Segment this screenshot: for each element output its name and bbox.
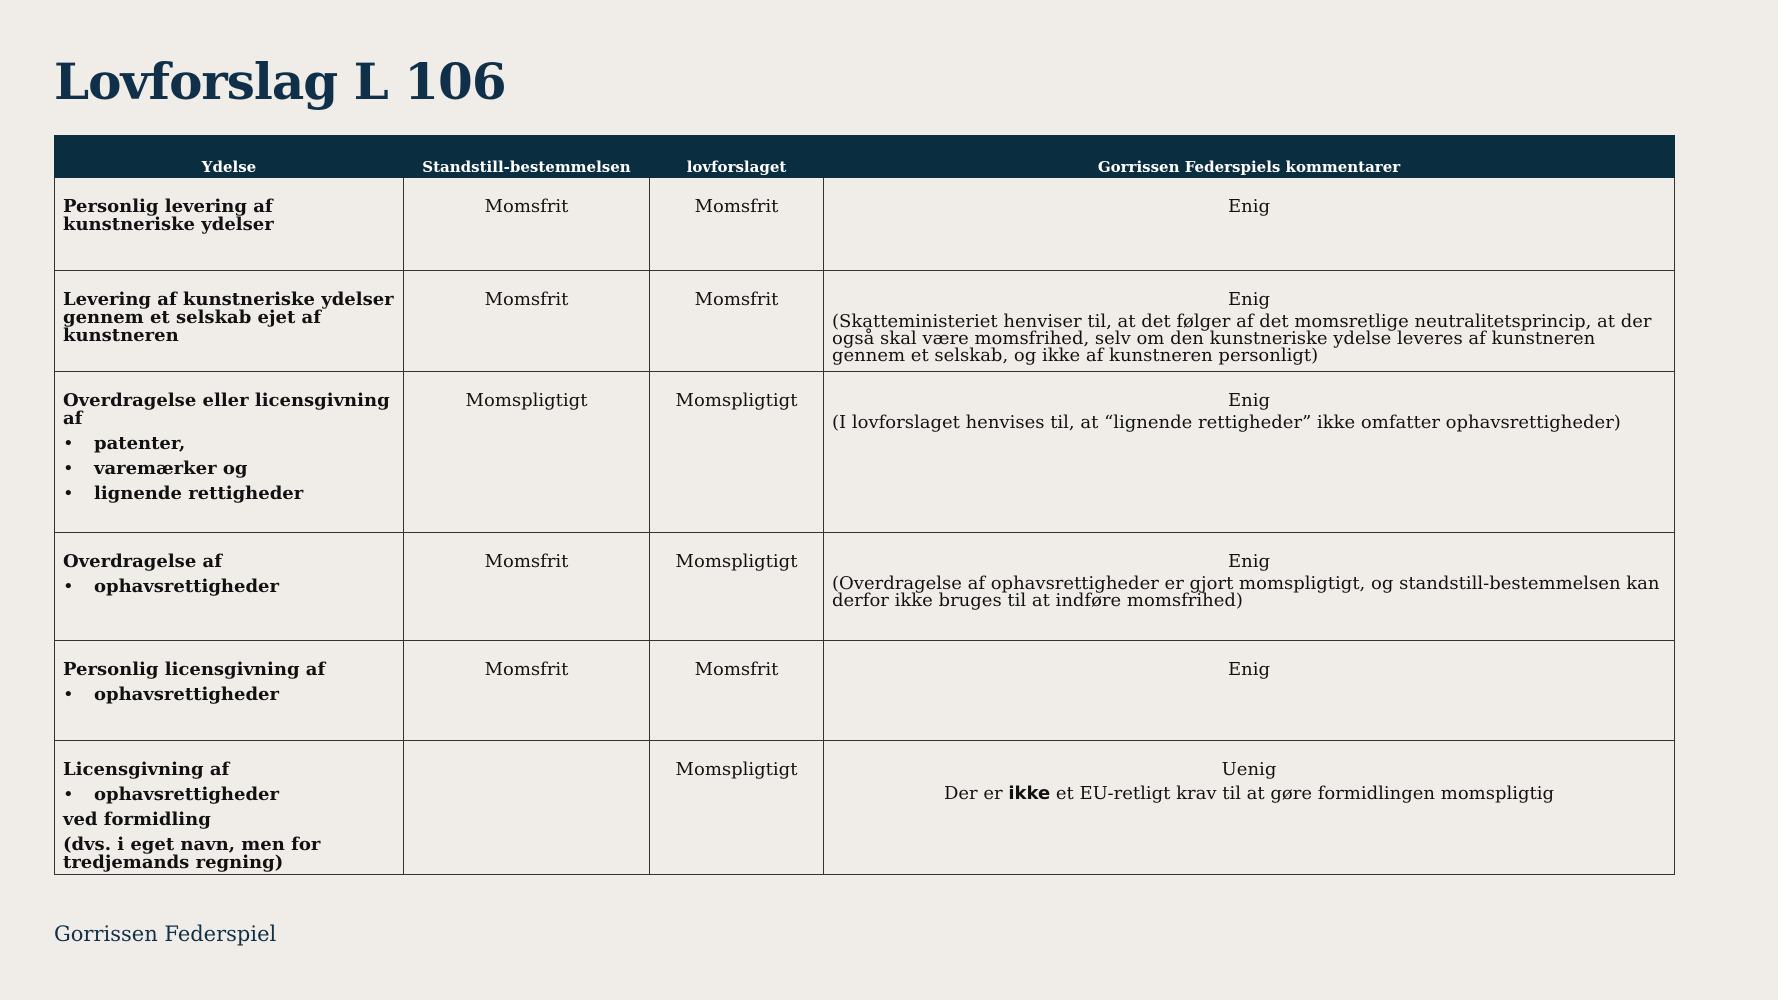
bullet-item: • ophavsrettigheder bbox=[63, 684, 279, 705]
standstill-cell: Momsfrit bbox=[404, 533, 650, 641]
ydelse-cell bbox=[55, 178, 404, 271]
kommentar-note: (Skatteministeriet henviser til, at det følger af det momsretlige neutralitetsprincip, at der også skal være momsfrihed, selv om den kunstneriske ydelse leveres af kunstneren gennem et selskab, og ikke af kunstneren personligt) bbox=[832, 311, 1652, 366]
kommentar-cell bbox=[824, 533, 1675, 641]
lovforslaget-cell: Momsfrit bbox=[650, 641, 824, 741]
lovforslaget-cell: Momsfrit bbox=[650, 178, 824, 271]
lovforslaget-cell: Momsfrit bbox=[650, 271, 824, 372]
ydelse-text: Licensgivning af bbox=[63, 759, 230, 780]
kommentar-note: Der er ikke et EU-retligt krav til at gøre formidlingen momspligtig bbox=[943, 783, 1555, 804]
header-lovforslaget: lovforslaget bbox=[650, 136, 824, 178]
lovforslaget-cell: Momspligtigt bbox=[650, 372, 824, 533]
bullet-item: • varemærker og bbox=[63, 458, 248, 479]
lovforslaget-cell: Momspligtigt bbox=[650, 533, 824, 641]
ydelse-cell bbox=[55, 533, 404, 641]
header-standstill: Standstill-bestemmelsen bbox=[404, 136, 650, 178]
bullet-item: • patenter, bbox=[63, 433, 186, 454]
table-row bbox=[55, 372, 1675, 533]
header-ydelse: Ydelse bbox=[55, 136, 404, 178]
bullet-icon: • bbox=[63, 483, 74, 504]
page-title: Lovforslag L 106 bbox=[54, 52, 506, 111]
bullet-icon: • bbox=[63, 784, 74, 805]
standstill-cell: Momspligtigt bbox=[404, 372, 650, 533]
kommentar-note: (I lovforslaget henvises til, at “lignende rettigheder” ikke omfatter ophavsrettigheder) bbox=[832, 412, 1621, 433]
kommentar-cell bbox=[824, 178, 1675, 271]
kommentar-verdict: Enig bbox=[1227, 390, 1270, 411]
kommentar-verdict: Enig bbox=[1227, 659, 1270, 680]
standstill-cell: Momsfrit bbox=[404, 641, 650, 741]
bullet-icon: • bbox=[63, 576, 74, 597]
table-row bbox=[55, 178, 1675, 271]
comparison-table bbox=[54, 135, 1675, 875]
kommentar-verdict: Enig bbox=[1227, 551, 1270, 572]
bullet-icon: • bbox=[63, 458, 74, 479]
kommentar-cell bbox=[824, 741, 1675, 875]
footer-brand: Gorrissen Federspiel bbox=[54, 922, 277, 946]
ydelse-line: (dvs. i eget navn, men for tredjemands regning) bbox=[63, 834, 321, 873]
standstill-cell: Momsfrit bbox=[404, 178, 650, 271]
kommentar-verdict: Enig bbox=[1227, 289, 1270, 310]
ydelse-cell bbox=[55, 741, 404, 875]
bullet-icon: • bbox=[63, 684, 74, 705]
table-row bbox=[55, 533, 1675, 641]
kommentar-cell bbox=[824, 372, 1675, 533]
standstill-cell bbox=[404, 741, 650, 875]
ydelse-text: Personlig levering af kunstneriske ydelser bbox=[63, 196, 274, 235]
emphasis-text: ikke bbox=[1008, 783, 1051, 804]
kommentar-verdict: Uenig bbox=[1221, 759, 1277, 780]
bullet-item: • lignende rettigheder bbox=[63, 483, 304, 504]
kommentar-cell bbox=[824, 641, 1675, 741]
ydelse-text: Levering af kunstneriske ydelser gennem et selskab ejet af kunstneren bbox=[63, 289, 394, 346]
ydelse-cell bbox=[55, 641, 404, 741]
kommentar-note: (Overdragelse af ophavsrettigheder er gjort momspligtigt, og standstill-bestemmelsen kan derfor ikke bruges til at indføre momsfrihed) bbox=[832, 573, 1660, 611]
table-header-row bbox=[55, 136, 1675, 178]
ydelse-text: Overdragelse af bbox=[63, 551, 222, 572]
bullet-item: • ophavsrettigheder bbox=[63, 784, 279, 805]
bullet-icon: • bbox=[63, 433, 74, 454]
standstill-cell: Momsfrit bbox=[404, 271, 650, 372]
ydelse-text: Personlig licensgivning af bbox=[63, 659, 326, 680]
ydelse-cell bbox=[55, 372, 404, 533]
table-row bbox=[55, 741, 1675, 875]
kommentar-verdict: Enig bbox=[1227, 196, 1270, 217]
header-kommentarer: Gorrissen Federspiels kommentarer bbox=[824, 136, 1675, 178]
ydelse-text: Overdragelse eller licensgivning af bbox=[63, 390, 390, 429]
lovforslaget-cell: Momspligtigt bbox=[650, 741, 824, 875]
kommentar-cell bbox=[824, 271, 1675, 372]
bullet-item: • ophavsrettigheder bbox=[63, 576, 279, 597]
table-row bbox=[55, 271, 1675, 372]
ydelse-line: ved formidling bbox=[63, 809, 211, 830]
ydelse-cell bbox=[55, 271, 404, 372]
table-row bbox=[55, 641, 1675, 741]
